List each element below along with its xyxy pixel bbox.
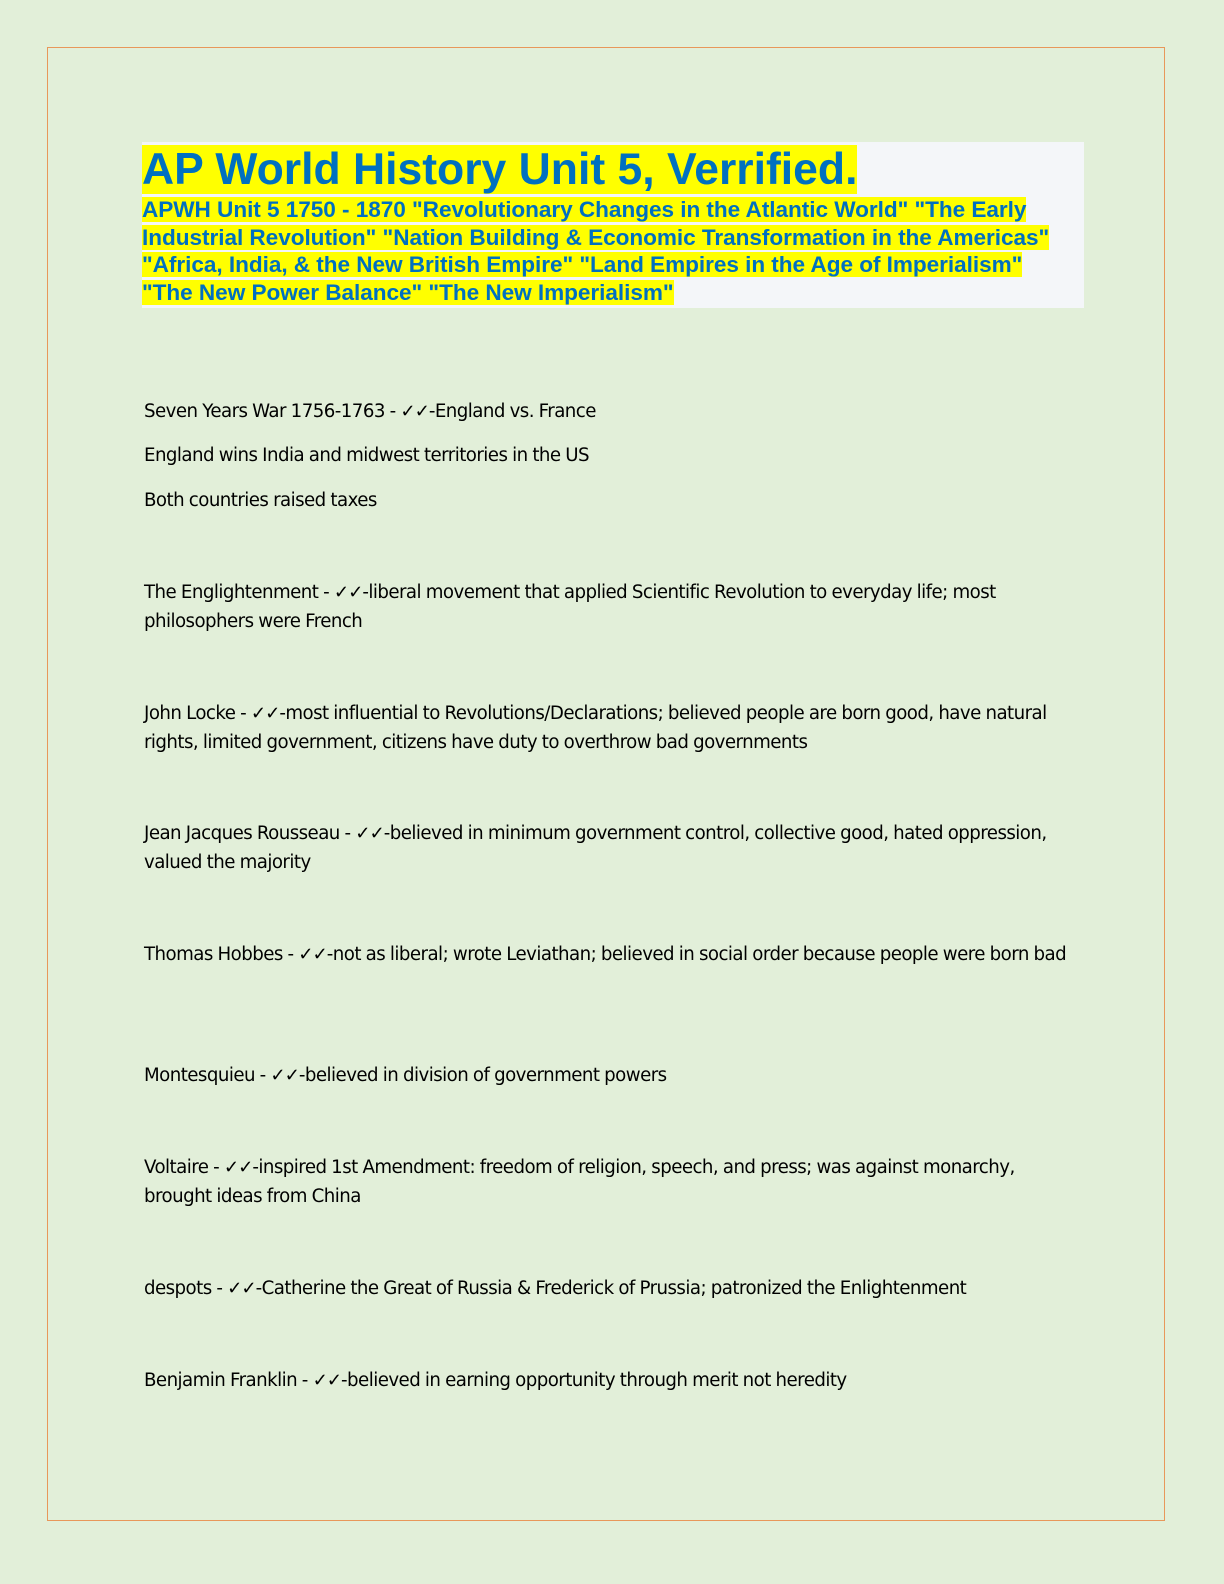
title-block: [142, 142, 1084, 308]
entry-despots: despots - ✓✓-Catherine the Great of Russia & Frederick of Prussia; patronized the Enlightenment: [144, 1278, 967, 1299]
entry-taxes: Both countries raised taxes: [144, 490, 377, 511]
document-title: AP World History Unit 5, Verrified.: [142, 145, 858, 194]
check-icon: ✓✓: [312, 1370, 342, 1391]
check-icon: ✓✓: [223, 1157, 253, 1178]
check-icon: ✓✓: [333, 582, 363, 603]
entry-england-wins: England wins India and midwest territories in the US: [144, 445, 589, 466]
check-icon: ✓✓: [355, 823, 384, 844]
entry-seven-years-war: Seven Years War 1756-1763 - ✓✓-England vs. France: [144, 401, 596, 422]
entry-enlightenment: The Englightenment - ✓✓-liberal movement that applied Scientific Revolution to everyday life; most philosophers were French: [144, 582, 996, 632]
entry-john-locke: John Locke - ✓✓-most influential to Revolutions/Declarations; believed people are born good, have natural rights, limited government, citizens have duty to overthrow bad governments: [144, 703, 1047, 753]
entry-benjamin-franklin: Benjamin Franklin - ✓✓-believed in earning opportunity through merit not heredity: [144, 1370, 847, 1391]
entry-voltaire: Voltaire - ✓✓-inspired 1st Amendment: freedom of religion, speech, and press; was against monarchy, brought ideas from China: [144, 1157, 1015, 1207]
document-subtitle: APWH Unit 5 1750 - 1870 "Revolutionary Changes in the Atlantic World" "The Early Industrial Revolution" "Nation Building & Economic Transformation in the Americas" "Africa, India, & the New British Empire" "Land Empires in the Age of Imperialism" "The New Power Balance" "The New Imperialism": [142, 197, 1050, 305]
entry-thomas-hobbes: Thomas Hobbes - ✓✓-not as liberal; wrote Leviathan; believed in social order because people were born bad: [144, 944, 1067, 965]
check-icon: ✓✓: [270, 1065, 299, 1086]
check-icon: ✓✓: [250, 703, 280, 724]
check-icon: ✓✓: [227, 1278, 256, 1299]
entry-montesquieu: Montesquieu - ✓✓-believed in division of government powers: [144, 1065, 667, 1086]
check-icon: ✓✓: [298, 944, 327, 965]
entry-rousseau: Jean Jacques Rousseau - ✓✓-believed in minimum government control, collective good, hated oppression, valued the majority: [144, 823, 1047, 873]
check-icon: ✓✓: [400, 401, 429, 422]
